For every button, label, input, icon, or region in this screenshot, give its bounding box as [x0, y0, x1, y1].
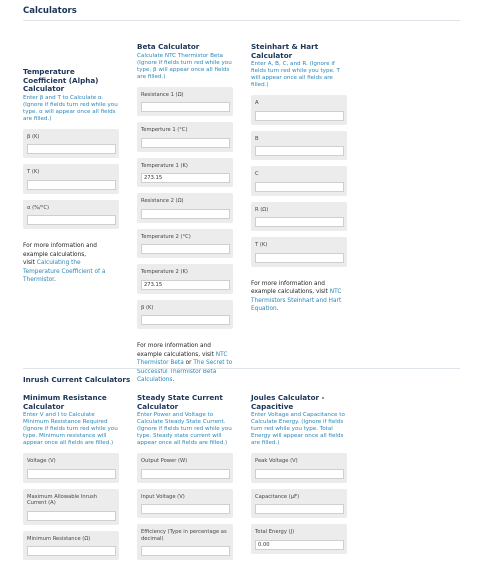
page-title: Calculators [23, 6, 77, 16]
alpha-calculator-description: Enter β and T to Calculate α. (Ignore if fields turn red while you type. α will appear once all fields are filled.) [23, 94, 118, 122]
output-power-field [137, 453, 233, 483]
output-power-label: Output Power (W) [141, 458, 188, 464]
beta-k-label: β (K) [27, 133, 40, 140]
beta-info-intro: For more information and example calculations, visit [137, 343, 214, 358]
resistance-r-label: R (Ω) [255, 206, 269, 213]
temperature-1-c-input[interactable] [141, 138, 230, 148]
beta-calculator-title: Beta Calculator [137, 42, 200, 51]
resistance-r-input[interactable] [255, 217, 344, 227]
temperature-2-c-field [137, 229, 233, 259]
coefficient-c-label: C [255, 171, 259, 177]
beta-result-label: β (K) [141, 304, 154, 311]
resistance-2-input[interactable] [141, 209, 230, 219]
total-energy-label: Total Energy (J) [255, 529, 295, 535]
coefficient-b-input[interactable] [255, 146, 344, 156]
beta-k-field [23, 129, 119, 159]
resistance-1-label: Resistance 1 (Ω) [141, 91, 184, 98]
beta-calculator-description: Calculate NTC Thermistor Beta (Ignore if fields turn red while you type. β will appear once all fields are filled.) [137, 52, 232, 80]
beta-k-input[interactable] [27, 144, 116, 154]
resistance-2-field [137, 193, 233, 223]
temperature-t-field [251, 237, 347, 267]
minimum-resistance-label: Minimum Resistance (Ω) [27, 535, 91, 542]
steinhart-info-end: . [276, 306, 279, 312]
beta-result-input[interactable] [141, 315, 230, 325]
minimum-resistance-input[interactable] [27, 546, 116, 556]
steinhart-hart-description: Enter A, B, C, and R. (Ignore if fields turn red while you type. T will appear once all fields are filled.) [251, 61, 340, 88]
voltage-label: Voltage (V) [27, 458, 56, 464]
coefficient-a-input[interactable] [255, 111, 344, 121]
temperature-2-k-input[interactable]: 273.15 [141, 280, 230, 290]
inrush-section-title: Inrush Current Calculators [23, 375, 131, 384]
coefficient-c-field [251, 166, 347, 196]
voltage-field [23, 453, 119, 483]
efficiency-field [137, 524, 233, 560]
alpha-info-visit: visit [23, 260, 35, 266]
coefficient-b-label: B [255, 135, 259, 142]
steinhart-hart-equation-link[interactable]: NTC Thermistors Steinhart and Hart Equation [251, 289, 342, 312]
temperature-2-c-label: Temperature 2 (°C) [141, 233, 191, 240]
alpha-info-link[interactable]: Calculating the Temperature Coefficient of a Thermistor [23, 260, 106, 283]
capacitance-field [251, 489, 347, 519]
temperature-1-c-field [137, 122, 233, 152]
alpha-input[interactable] [27, 215, 116, 225]
minimum-resistance-title: Minimum Resistance Calculator [23, 393, 107, 411]
minimum-resistance-calculator [23, 394, 119, 560]
capacitance-input[interactable] [255, 504, 344, 514]
peak-voltage-field [251, 453, 347, 483]
successful-beta-calculations-link[interactable]: The Secret to Successful Thermistor Beta Calculations [137, 360, 233, 383]
joules-title: Joules Calculator - Capacitive [251, 393, 325, 411]
beta-calculator [137, 43, 233, 385]
alpha-calculator-title: Temperature Coefficient (Alpha) Calculator [23, 67, 99, 93]
beta-result-field [137, 300, 233, 330]
coefficient-a-field [251, 95, 347, 125]
temperature-2-k-field [137, 264, 233, 294]
max-inrush-current-field [23, 489, 119, 525]
temperature-k-input[interactable] [27, 180, 116, 190]
max-inrush-current-input[interactable] [27, 511, 116, 521]
steinhart-hart-title: Steinhart & Hart Calculator [251, 42, 319, 60]
temperature-t-input[interactable] [255, 253, 344, 263]
alpha-info-text [23, 242, 119, 285]
coefficient-b-field [251, 131, 347, 161]
alpha-label: α (%/°C) [27, 204, 50, 211]
temperature-1-c-label: Temperture 1 (°C) [141, 127, 188, 133]
efficiency-label: Efficiency (Type in percentage as decimal) [141, 529, 227, 542]
peak-voltage-input[interactable] [255, 469, 344, 479]
minimum-resistance-field [23, 531, 119, 561]
alpha-calculator [23, 68, 119, 285]
steinhart-hart-calculator [251, 43, 347, 314]
joules-calculator [251, 394, 347, 554]
coefficient-a-label: A [255, 100, 259, 106]
inrush-divider [23, 368, 460, 369]
ntc-thermistor-beta-link[interactable]: NTC Thermistor Beta [137, 351, 228, 366]
alpha-info-intro: For more information and example calculations, [23, 243, 97, 258]
output-power-input[interactable] [141, 469, 230, 479]
temperature-2-c-input[interactable] [141, 244, 230, 254]
header-divider [23, 20, 460, 21]
alpha-field [23, 200, 119, 230]
input-voltage-input[interactable] [141, 504, 230, 514]
efficiency-input[interactable] [141, 546, 230, 556]
coefficient-c-input[interactable] [255, 182, 344, 192]
steinhart-info-intro: For more information and example calculations, visit [251, 280, 328, 295]
resistance-2-label: Resistance 2 (Ω) [141, 198, 184, 204]
temperature-1-k-input[interactable]: 273.15 [141, 173, 230, 183]
joules-description: Enter Voltage and Capacitance to Calculate Energy. (Ignore if fields turn red while you type. Total Energy will appear once all fields are filled.) [251, 412, 345, 446]
input-voltage-field [137, 489, 233, 519]
beta-info-or: or [185, 360, 192, 366]
temperature-1-k-field [137, 158, 233, 188]
temperature-k-field [23, 164, 119, 194]
beta-info-text [137, 342, 233, 385]
resistance-r-field [251, 202, 347, 232]
resistance-1-field [137, 87, 233, 117]
minimum-resistance-description: Enter V and I to Calculate Minimum Resistance Required (Ignore if fields turn red while you type. Minimum resistance will appear once all fields are filled.) [23, 412, 118, 446]
steady-state-title: Steady State Current Calculator [137, 393, 223, 411]
voltage-input[interactable] [27, 469, 116, 479]
total-energy-field [251, 524, 347, 554]
alpha-info-end: . [54, 277, 56, 283]
beta-info-end: . [172, 377, 175, 383]
temperature-k-label: T (K) [27, 169, 40, 175]
steinhart-info-text [251, 280, 347, 314]
resistance-1-input[interactable] [141, 102, 230, 112]
capacitance-label: Capacitance (µF) [255, 493, 300, 500]
temperature-2-k-label: Temperature 2 (K) [141, 269, 188, 275]
temperature-1-k-label: Temperature 1 (K) [141, 162, 188, 169]
max-inrush-current-label: Maximum Allowable Inrush Current (A) [27, 493, 98, 506]
steady-state-calculator [137, 394, 233, 560]
steady-state-description: Enter Power and Voltage to Calculate Steady State Current. (Ignore if fields turn red while you type. Steady state current will appear once all fields are filled.) [137, 412, 232, 446]
peak-voltage-label: Peak Voltage (V) [255, 458, 298, 464]
temperature-t-label: T (K) [255, 242, 268, 248]
input-voltage-label: Input Voltage (V) [141, 493, 185, 500]
total-energy-input[interactable]: 0.00 [255, 540, 344, 550]
